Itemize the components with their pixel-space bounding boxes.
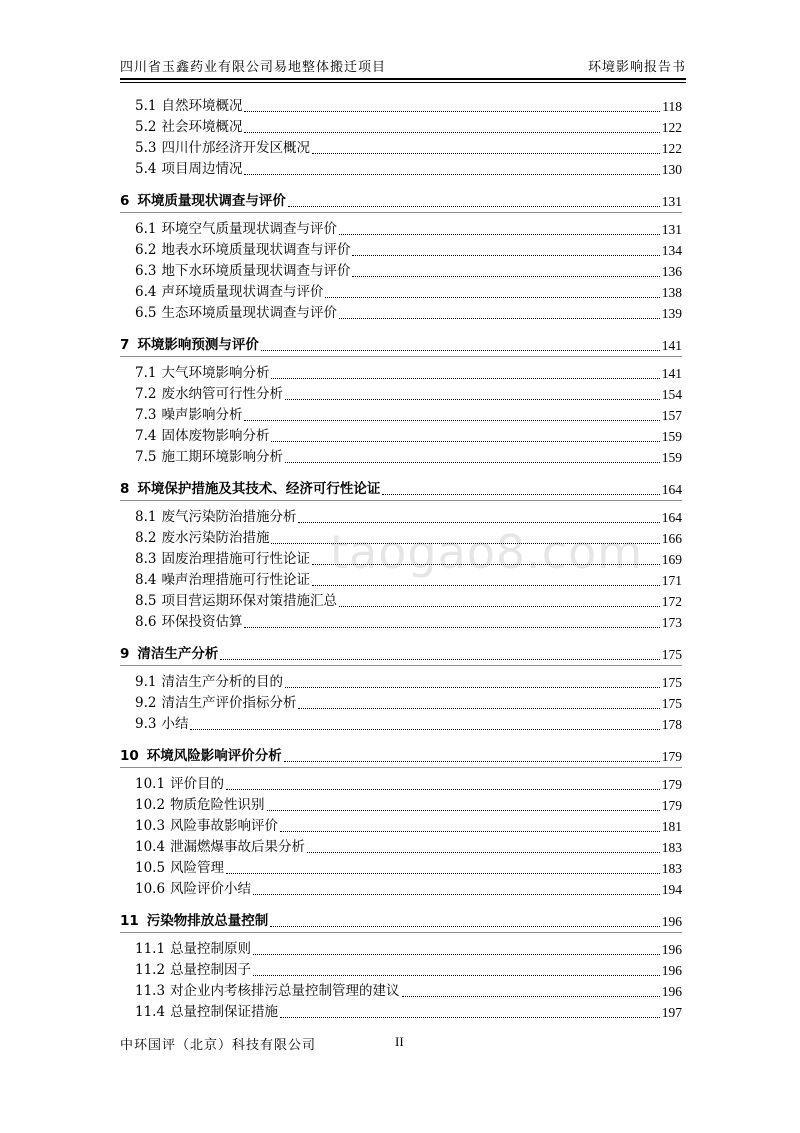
toc-dot-leader	[402, 995, 660, 997]
toc-dot-leader	[285, 398, 660, 400]
toc-entry-page: 130	[661, 162, 682, 177]
toc-entry-number: 8.3	[135, 551, 157, 567]
toc-entry-number: 7.1	[135, 365, 157, 381]
toc-chapter-entry[interactable]	[120, 474, 682, 501]
toc-entry-page: 141	[661, 338, 682, 353]
toc-entry-number: 6.5	[135, 305, 157, 321]
toc-entry-number: 10.4	[135, 839, 166, 855]
toc-entry-title: 地表水环境质量现状调查与评价	[161, 242, 351, 258]
toc-entry-page: 131	[661, 222, 682, 237]
toc-entry-title: 小结	[161, 716, 189, 732]
toc-entry-page: 122	[661, 141, 682, 156]
toc-entry-page: 179	[661, 798, 682, 813]
toc-entry-title: 废水污染防治措施	[161, 530, 270, 546]
toc-entry-page: 118	[662, 99, 682, 114]
toc-entry-number: 5.1	[135, 98, 157, 114]
toc-entry-page: 154	[661, 387, 682, 402]
toc-entry-page: 159	[661, 429, 682, 444]
toc-section-entry[interactable]	[120, 570, 682, 591]
toc-entry-number: 10.2	[135, 797, 166, 813]
toc-entry-title: 声环境质量现状调查与评价	[161, 284, 324, 300]
toc-entry-number: 10	[120, 748, 139, 764]
toc-entry-title: 固废治理措施可行性论证	[161, 551, 310, 567]
footer-company: 中环国评（北京）科技有限公司	[120, 1038, 317, 1053]
toc-entry-number: 11.1	[135, 941, 166, 957]
toc-section-entry[interactable]	[120, 879, 682, 900]
toc-entry-number: 5.3	[135, 140, 157, 156]
toc-entry-title: 生态环境质量现状调查与评价	[161, 305, 337, 321]
toc-entry-number: 8.5	[135, 593, 157, 609]
toc-entry-number: 6	[120, 193, 130, 209]
toc-entry-title: 环保投资估算	[161, 614, 243, 630]
toc-entry-number: 7.3	[135, 407, 157, 423]
toc-entry-page: 159	[661, 450, 682, 465]
toc-entry-number: 9.3	[135, 716, 157, 732]
toc-entry-number: 10.1	[135, 776, 166, 792]
toc-entry-page: 179	[661, 749, 682, 764]
toc-entry-title: 总量控制原则	[170, 941, 252, 957]
toc-entry-page: 164	[661, 510, 682, 525]
toc-dot-leader	[325, 296, 659, 298]
toc-entry-number: 10.3	[135, 818, 166, 834]
toc-entry-number: 10.6	[135, 881, 166, 897]
toc-entry-title: 大气环境影响分析	[161, 365, 270, 381]
toc-section-entry[interactable]	[120, 138, 682, 159]
toc-chapter-entry[interactable]	[120, 741, 682, 768]
toc-entry-number: 9.1	[135, 674, 157, 690]
toc-entry-title: 风险管理	[170, 860, 225, 876]
toc-entry-number: 8.1	[135, 509, 157, 525]
toc-dot-leader	[271, 440, 659, 442]
toc-entry-title: 风险事故影响评价	[170, 818, 279, 834]
toc-dot-leader	[270, 925, 659, 927]
toc-entry-number: 11.3	[135, 983, 166, 999]
toc-entry-page: 136	[661, 264, 682, 279]
header-project-title: 四川省玉鑫药业有限公司易地整体搬迁项目	[120, 60, 387, 75]
toc-section-entry[interactable]	[120, 816, 682, 837]
toc-section-entry[interactable]	[120, 282, 682, 303]
toc-section-entry[interactable]	[120, 591, 682, 612]
toc-entry-title: 地下水环境质量现状调查与评价	[161, 263, 351, 279]
toc-dot-leader	[339, 233, 660, 235]
toc-entry-page: 183	[661, 840, 682, 855]
toc-section-entry[interactable]	[120, 714, 682, 735]
toc-entry-page: 172	[661, 594, 682, 609]
toc-entry-page: 179	[661, 777, 682, 792]
toc-section-entry[interactable]	[120, 303, 682, 324]
toc-dot-leader	[253, 893, 660, 895]
toc-dot-leader	[226, 788, 660, 790]
toc-dot-leader	[271, 377, 659, 379]
toc-dot-leader	[312, 152, 660, 154]
toc-chapter-entry[interactable]	[120, 906, 682, 933]
toc-section-entry[interactable]	[120, 405, 682, 426]
toc-dot-leader	[244, 419, 659, 421]
toc-entry-number: 7.5	[135, 449, 157, 465]
toc-entry-number: 10.5	[135, 860, 166, 876]
toc-dot-leader	[339, 605, 660, 607]
toc-dot-leader	[288, 205, 660, 207]
toc-entry-title: 废水纳管可行性分析	[161, 386, 283, 402]
toc-dot-leader	[339, 317, 660, 319]
toc-section-entry[interactable]	[120, 612, 682, 633]
toc-entry-title: 噪声治理措施可行性论证	[161, 572, 310, 588]
toc-section-entry[interactable]	[120, 960, 682, 981]
table-of-contents	[120, 96, 682, 1023]
toc-entry-page: 166	[661, 531, 682, 546]
toc-entry-page: 138	[661, 285, 682, 300]
footer-page-number: II	[395, 1034, 404, 1049]
toc-section-entry[interactable]	[120, 240, 682, 261]
toc-entry-page: 122	[661, 120, 682, 135]
toc-entry-title: 风险评价小结	[170, 881, 252, 897]
header-document-type: 环境影响报告书	[587, 60, 686, 75]
toc-entry-number: 11.2	[135, 962, 166, 978]
toc-entry-page: 175	[661, 696, 682, 711]
toc-section-entry[interactable]	[120, 693, 682, 714]
toc-entry-number: 8.4	[135, 572, 157, 588]
toc-dot-leader	[285, 686, 660, 688]
toc-entry-title: 泄漏燃爆事故后果分析	[170, 839, 306, 855]
toc-entry-title: 清洁生产分析的目的	[161, 674, 283, 690]
toc-section-entry[interactable]	[120, 96, 682, 117]
toc-entry-number: 7.2	[135, 386, 157, 402]
toc-dot-leader	[220, 658, 659, 660]
toc-dot-leader	[244, 110, 660, 112]
toc-chapter-entry[interactable]	[120, 186, 682, 213]
toc-entry-page: 139	[661, 306, 682, 321]
toc-dot-leader	[253, 974, 660, 976]
toc-section-entry[interactable]	[120, 549, 682, 570]
toc-entry-title: 总量控制保证措施	[170, 1004, 279, 1020]
toc-entry-title: 噪声影响分析	[161, 407, 243, 423]
toc-entry-title: 评价目的	[170, 776, 225, 792]
toc-entry-title: 清洁生产评价指标分析	[161, 695, 297, 711]
toc-entry-page: 196	[661, 914, 682, 929]
toc-section-entry[interactable]	[120, 219, 682, 240]
toc-entry-number: 11	[120, 913, 139, 929]
toc-dot-leader	[280, 830, 660, 832]
toc-entry-title: 总量控制因子	[170, 962, 252, 978]
toc-dot-leader	[261, 349, 660, 351]
toc-section-entry[interactable]	[120, 363, 682, 384]
toc-section-entry[interactable]	[120, 795, 682, 816]
toc-entry-page: 194	[661, 882, 682, 897]
toc-entry-page: 183	[661, 861, 682, 876]
toc-entry-number: 7.4	[135, 428, 157, 444]
toc-section-entry[interactable]	[120, 159, 682, 180]
toc-entry-number: 6.4	[135, 284, 157, 300]
toc-entry-page: 181	[661, 819, 682, 834]
toc-dot-leader	[298, 521, 659, 523]
toc-entry-number: 5.4	[135, 161, 157, 177]
toc-section-entry[interactable]	[120, 981, 682, 1002]
toc-section-entry[interactable]	[120, 858, 682, 879]
toc-dot-leader	[244, 131, 659, 133]
toc-entry-title: 环境风险影响评价分析	[146, 748, 282, 764]
toc-entry-title: 四川什邡经济开发区概况	[161, 140, 310, 156]
toc-entry-title: 污染物排放总量控制	[146, 913, 269, 929]
toc-chapter-entry[interactable]	[120, 639, 682, 666]
toc-entry-title: 废气污染防治措施分析	[161, 509, 297, 525]
toc-entry-title: 物质危险性识别	[170, 797, 265, 813]
toc-dot-leader	[280, 1016, 660, 1018]
toc-entry-number: 7	[120, 337, 130, 353]
toc-entry-title: 自然环境概况	[161, 98, 243, 114]
toc-dot-leader	[253, 953, 660, 955]
toc-dot-leader	[226, 872, 660, 874]
toc-dot-leader	[244, 626, 659, 628]
toc-entry-page: 164	[661, 482, 682, 497]
toc-dot-leader	[267, 809, 660, 811]
toc-section-entry[interactable]	[120, 774, 682, 795]
toc-section-entry[interactable]	[120, 837, 682, 858]
toc-entry-page: 134	[661, 243, 682, 258]
toc-entry-page: 196	[661, 942, 682, 957]
toc-entry-number: 8.6	[135, 614, 157, 630]
toc-entry-number: 8.2	[135, 530, 157, 546]
toc-entry-page: 178	[661, 717, 682, 732]
toc-dot-leader	[312, 584, 660, 586]
toc-entry-number: 9	[120, 646, 130, 662]
toc-section-entry[interactable]	[120, 528, 682, 549]
toc-entry-page: 196	[661, 984, 682, 999]
toc-entry-title: 项目营运期环保对策措施汇总	[161, 593, 337, 609]
toc-entry-page: 131	[661, 194, 682, 209]
toc-entry-number: 9.2	[135, 695, 157, 711]
page-header	[120, 56, 686, 80]
toc-entry-page: 157	[661, 408, 682, 423]
toc-entry-title: 固体废物影响分析	[161, 428, 270, 444]
toc-dot-leader	[190, 728, 659, 730]
toc-entry-page: 197	[661, 1005, 682, 1020]
toc-dot-leader	[284, 760, 660, 762]
toc-entry-title: 清洁生产分析	[137, 646, 219, 662]
toc-entry-page: 169	[661, 552, 682, 567]
toc-entry-page: 196	[661, 963, 682, 978]
toc-section-entry[interactable]	[120, 384, 682, 405]
toc-entry-title: 对企业内考核排污总量控制管理的建议	[170, 983, 400, 999]
toc-entry-page: 173	[661, 615, 682, 630]
toc-entry-page: 171	[661, 573, 682, 588]
toc-section-entry[interactable]	[120, 507, 682, 528]
toc-entry-page: 141	[661, 366, 682, 381]
toc-section-entry[interactable]	[120, 447, 682, 468]
toc-dot-leader	[244, 173, 659, 175]
toc-section-entry[interactable]	[120, 672, 682, 693]
toc-entry-number: 6.1	[135, 221, 157, 237]
toc-entry-title: 环境保护措施及其技术、经济可行性论证	[137, 481, 381, 497]
toc-entry-page: 175	[661, 647, 682, 662]
toc-dot-leader	[298, 707, 659, 709]
toc-dot-leader	[352, 275, 659, 277]
toc-section-entry[interactable]	[120, 939, 682, 960]
toc-section-entry[interactable]	[120, 1002, 682, 1023]
toc-section-entry[interactable]	[120, 261, 682, 282]
toc-dot-leader	[271, 542, 659, 544]
toc-entry-number: 5.2	[135, 119, 157, 135]
toc-entry-number: 6.2	[135, 242, 157, 258]
toc-entry-title: 项目周边情况	[161, 161, 243, 177]
toc-entry-title: 社会环境概况	[161, 119, 243, 135]
header-rule	[120, 82, 686, 83]
toc-entry-title: 环境影响预测与评价	[137, 337, 259, 353]
toc-dot-leader	[382, 493, 659, 495]
watermark: taogao8.com	[330, 525, 644, 579]
toc-entry-page: 175	[661, 675, 682, 690]
toc-entry-title: 环境质量现状调查与评价	[137, 193, 286, 209]
toc-chapter-entry[interactable]	[120, 330, 682, 357]
toc-entry-title: 施工期环境影响分析	[161, 449, 283, 465]
toc-entry-number: 11.4	[135, 1004, 166, 1020]
toc-entry-title: 环境空气质量现状调查与评价	[161, 221, 337, 237]
toc-section-entry[interactable]	[120, 426, 682, 447]
toc-dot-leader	[307, 851, 660, 853]
toc-dot-leader	[312, 563, 660, 565]
toc-dot-leader	[285, 461, 660, 463]
toc-entry-number: 8	[120, 481, 130, 497]
toc-entry-number: 6.3	[135, 263, 157, 279]
toc-section-entry[interactable]	[120, 117, 682, 138]
toc-dot-leader	[352, 254, 659, 256]
